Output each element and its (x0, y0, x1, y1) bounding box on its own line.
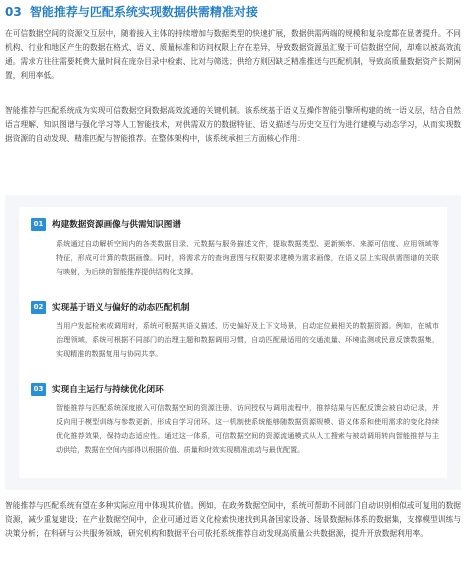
function-item-2-header (31, 299, 435, 315)
item-title: 实现基于语义与偏好的动态匹配机制 (52, 303, 190, 313)
item-title: 构建数据资源画像与供需知识图谱 (52, 220, 181, 230)
item-number-badge: 01 (31, 218, 46, 231)
item-number-badge: 03 (31, 383, 46, 396)
mechanism-paragraph: 智能推荐与匹配系统成为实现可信数据空间数据高效流通的关键机制。该系统基于语义互操作智能引擎所构建的统一语义层，结合自然语言理解、知识图谱与强化学习等人工智能技术，对供需双方的数据特征、语义描述与历史交互行为进行建模与动态学习，从而实现数据资源的自动发现、精准匹配与智能推荐。在整体架构中，该系统承担三方面核心作用： (5, 106, 461, 143)
item-description: 智能推荐与匹配系统深度嵌入可信数据空间的资源注册、访问授权与调用流程中，推荐结果与匹配反馈会被自动记录，并反向用于模型训练与参数更新，形成自学习闭环。这一机制使系统能够随数据资源规模、语义体系和使用需求的变化持续优化推荐效果，保持动态适应性。通过这一体系，可信数据空间的资源流通模式从人工搜索与被动调用转向智能推荐与主动供给，数据在空间内部得以根据价值、质量和时效实现精准流动与最优配置。 (56, 403, 439, 454)
function-item-1-header (31, 216, 435, 232)
core-functions-panel (5, 195, 461, 490)
item-description: 当用户发起检索或调用时，系统可根据其语义描述、历史偏好及上下文场景，自动定位最相关的数据资源。例如，在城市治理领域，系统可根据不同部门的治理主题和数据调用习惯，自动匹配最适用的交通流量、环境监测或民意反馈数据集，实现精准的数据复用与协同共享。 (56, 321, 439, 358)
item-description: 系统通过自动解析空间内的各类数据目录、元数据与服务描述文件，提取数据类型、更新频率、来源可信度、应用领域等特征，形成可计算的数据画像。同时，将需求方的查询意图与权限要求建模为需求画像，在语义层上实现供需图谱的关联与映射，为后续的智能推荐提供结构化支撑。 (56, 239, 439, 276)
outro-paragraph: 智能推荐与匹配系统有望在多种实际应用中体现其价值。例如，在政务数据空间中，系统可帮助不同部门自动识别相似或可复用的数据资源，减少重复建设；在产业数据空间中，企业可通过语义化检索快速找到具备国家设备、场景数据标体系的数据集，支撑模型训练与决策分析；在科研与公共服务领域，研究机构和数据平台可依托系统推荐自动发现高质量公共数据源，提升开放数据利用率。 (5, 501, 461, 538)
section-heading (5, 2, 461, 22)
core-functions-card (19, 207, 447, 478)
intro-paragraph: 在可信数据空间的资源交互层中，随着接入主体的持续增加与数据类型的快速扩展，数据供需两端的规模和复杂度都在显著提升。不同机构、行业和地区产生的数据在格式、语义、质量标准和访问权限上存在差异，导致数据资源虽汇聚于可信数据空间，却难以被高效流通。需求方往往需要耗费大量时间在庞杂目录中检索、比对与筛选；供给方则因缺乏精准推送与匹配机制，导致高质量数据资产长期闲置，利用率低。 (5, 29, 461, 80)
item-number-badge: 02 (31, 301, 46, 314)
section-number: 03 (5, 5, 22, 19)
item-title: 实现自主运行与持续优化闭环 (52, 385, 164, 395)
function-item-3-header (31, 381, 435, 397)
section-title: 智能推荐与匹配系统实现数据供需精准对接 (29, 5, 258, 19)
